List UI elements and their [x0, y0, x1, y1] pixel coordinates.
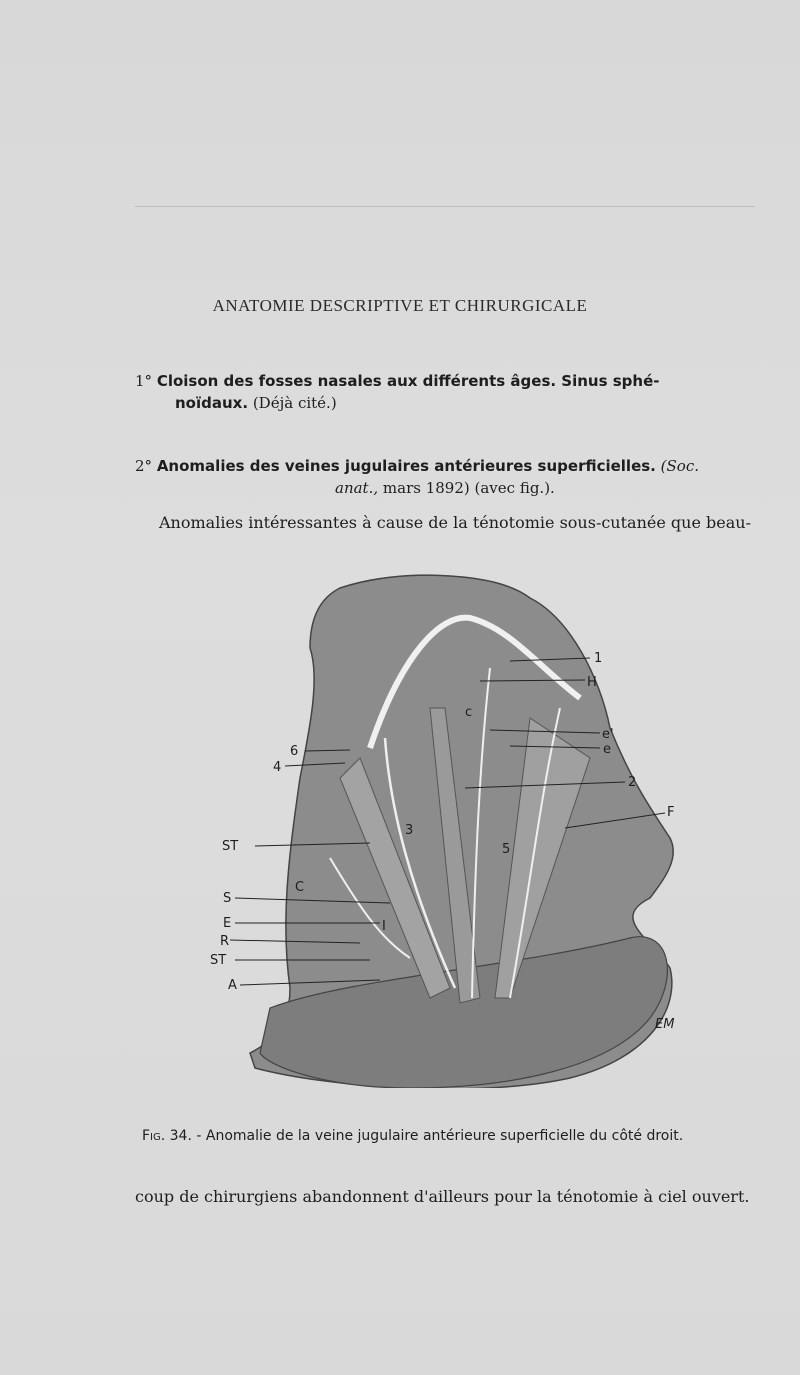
label-ST-upper: ST: [222, 839, 239, 854]
label-F: F: [667, 805, 675, 820]
item-reference: (Déjà cité.): [252, 394, 337, 412]
show-through-rule: [135, 206, 755, 207]
label-3: 3: [405, 823, 414, 838]
label-I: I: [382, 919, 386, 934]
label-C: C: [295, 880, 305, 895]
item-bold-title: Anomalies des veines jugulaires antérieures superficielles.: [156, 457, 656, 475]
paragraph-bottom: coup de chirurgiens abandonnent d'ailleurs pour la ténotomie à ciel ouvert.: [135, 1187, 750, 1206]
label-e: e: [603, 742, 611, 757]
caption-text: - Anomalie de la veine jugulaire antérieure superficielle du côté droit.: [196, 1128, 684, 1144]
figure-caption: [142, 1128, 762, 1144]
item-reference-rest: mars 1892) (avec fig.).: [382, 479, 555, 497]
item-bold-continuation: noïdaux.: [175, 394, 249, 412]
label-ST-lower: ST: [210, 953, 227, 968]
item-reference-start: (Soc.: [660, 457, 699, 475]
anatomical-figure: [210, 558, 690, 1088]
label-5: 5: [502, 842, 511, 857]
label-R: R: [220, 934, 230, 949]
artist-signature: EM: [655, 1017, 675, 1032]
label-A: A: [228, 978, 237, 993]
label-4: 4: [273, 760, 282, 775]
item-number: 1°: [135, 372, 153, 390]
label-H: H: [587, 675, 597, 690]
label-E: E: [223, 916, 232, 931]
label-e-prime: e': [602, 727, 614, 742]
list-item-1: [135, 370, 755, 414]
item-bold-title: Cloison des fosses nasales aux différents âges. Sinus sphé-: [156, 372, 660, 390]
label-c-upper: c: [465, 705, 473, 720]
paragraph-top: Anomalies intéressantes à cause de la ténotomie sous-cutanée que beau-: [159, 513, 751, 532]
section-heading: ANATOMIE DESCRIPTIVE ET CHIRURGICALE: [212, 296, 588, 315]
figure-number: Fig. 34.: [142, 1128, 192, 1144]
list-item-2: [135, 455, 755, 499]
item-number: 2°: [135, 457, 153, 475]
item-reference-italic: anat.,: [335, 479, 379, 497]
label-6: 6: [290, 744, 299, 759]
label-2: 2: [628, 775, 637, 790]
label-S: S: [223, 891, 232, 906]
label-1: 1: [594, 651, 603, 666]
